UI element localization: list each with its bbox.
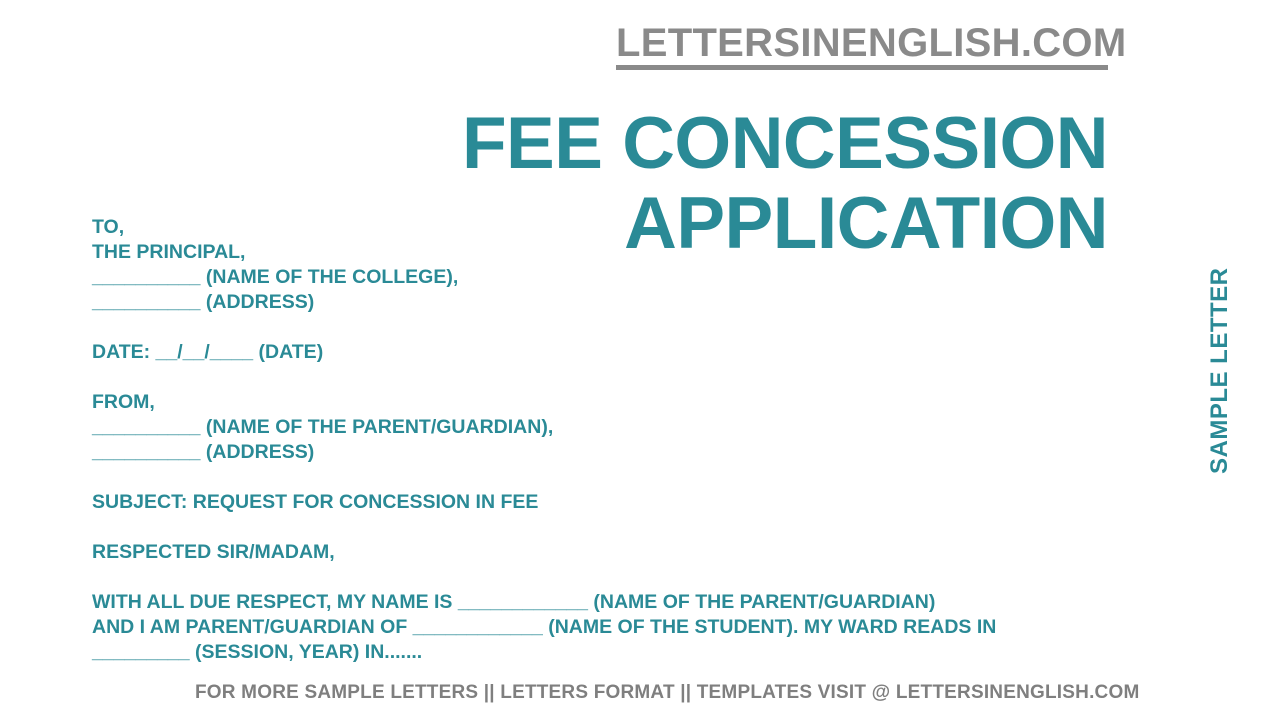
letter-body-line-2: AND I AM PARENT/GUARDIAN OF ____________ (NAME OF THE STUDENT). MY WARD READS IN: [92, 616, 997, 638]
side-label: SAMPLE LETTER: [1206, 267, 1233, 474]
letter-date: DATE: __/__/____ (DATE): [92, 341, 324, 363]
letter-body: [92, 215, 996, 665]
spacer: [92, 315, 996, 340]
letter-parent: __________ (NAME OF THE PARENT/GUARDIAN),: [92, 416, 554, 438]
letter-sender-address: __________ (ADDRESS): [92, 441, 315, 463]
letter-college: __________ (NAME OF THE COLLEGE),: [92, 266, 459, 288]
site-name[interactable]: LETTERSINENGLISH.COM: [616, 22, 1108, 70]
letter-body-line-3: _________ (SESSION, YEAR) IN.......: [92, 641, 423, 663]
page-title-line-1: FEE CONCESSION: [461, 103, 1108, 184]
page-title-line-2: APPLICATION: [624, 183, 1108, 264]
spacer: [92, 365, 996, 390]
letter-recipient: THE PRINCIPAL,: [92, 241, 246, 263]
letter-subject: SUBJECT: REQUEST FOR CONCESSION IN FEE: [92, 491, 539, 513]
letter-from: FROM,: [92, 391, 155, 413]
spacer: [92, 565, 996, 590]
letter-salutation: RESPECTED SIR/MADAM,: [92, 541, 335, 563]
spacer: [92, 465, 996, 490]
footer-text: FOR MORE SAMPLE LETTERS || LETTERS FORMAT || TEMPLATES VISIT @ LETTERSINENGLISH.COM: [195, 682, 1140, 703]
spacer: [92, 515, 996, 540]
letter-to: TO,: [92, 216, 125, 238]
letter-recipient-address: __________ (ADDRESS): [92, 291, 315, 313]
letter-body-line-1: WITH ALL DUE RESPECT, MY NAME IS ____________ (NAME OF THE PARENT/GUARDIAN): [92, 591, 936, 613]
